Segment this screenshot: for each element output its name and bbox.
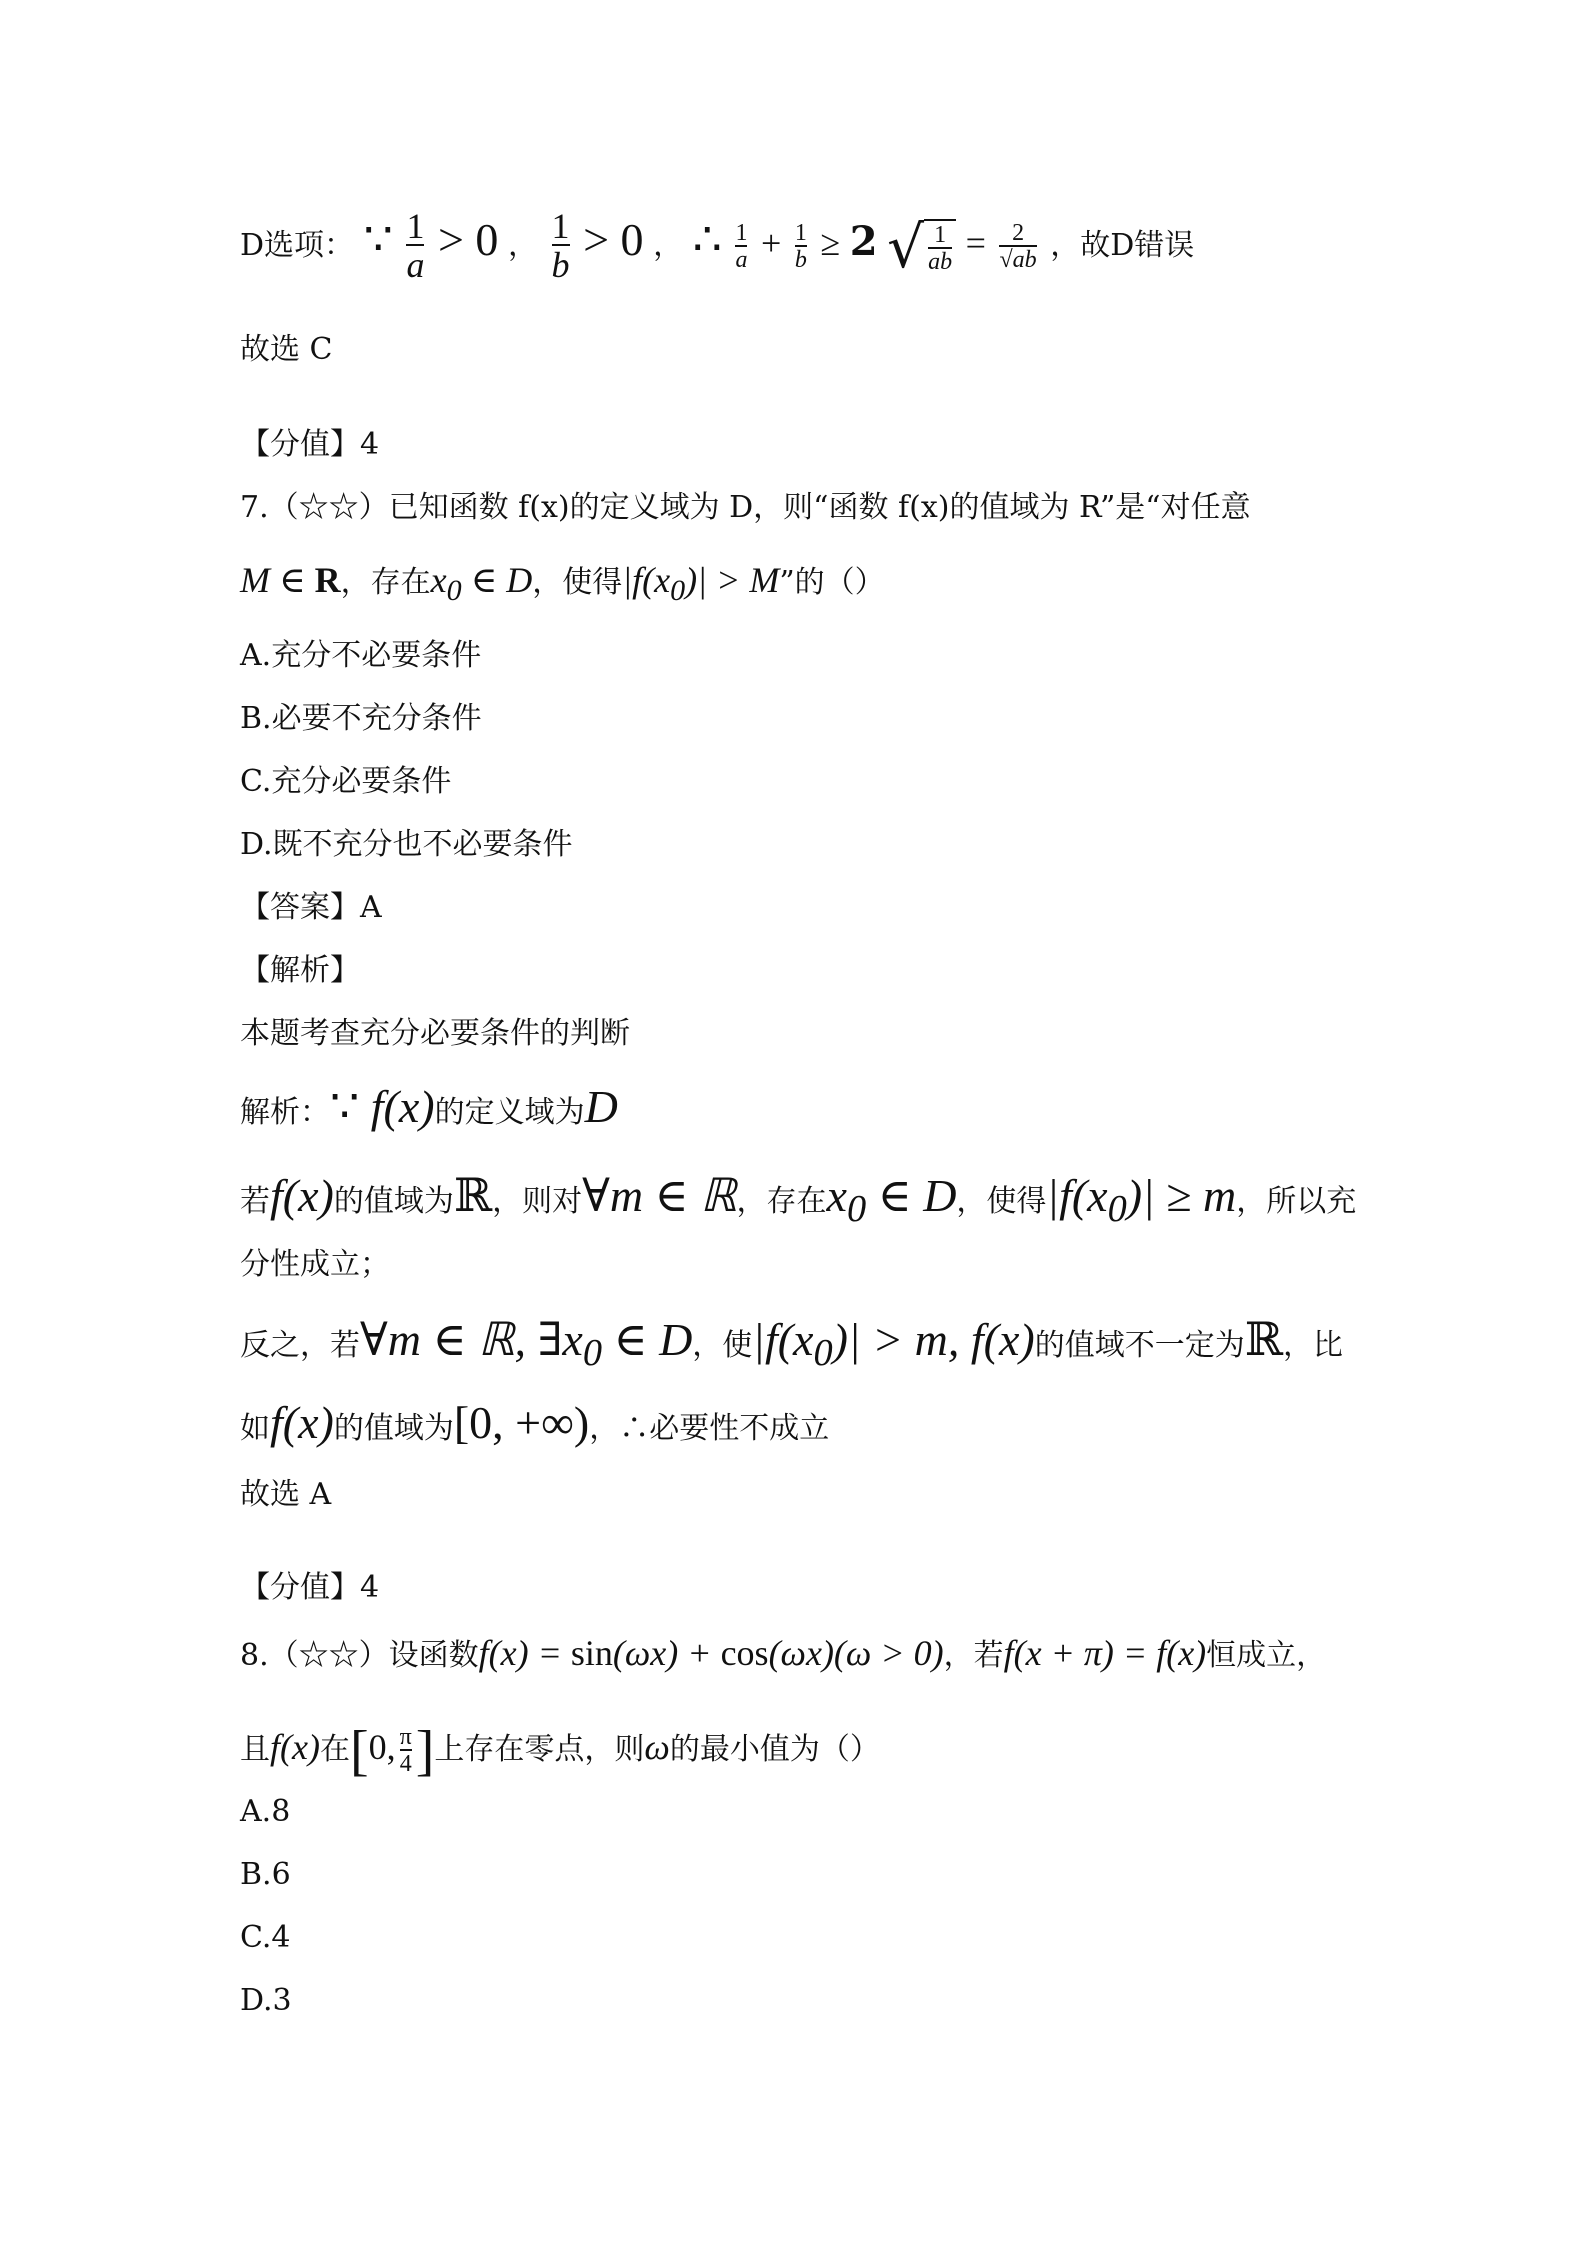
q7-answer: 【答案】A	[240, 890, 382, 925]
math-abs-fx0-gt-M: $|f(x_0)| > M$	[622, 560, 780, 608]
math-forall-m-in-R: ∀m ∈ ℝ	[582, 1170, 737, 1221]
math-periodic-condition: f(x + π) = f(x)	[1003, 1633, 1207, 1673]
comma-1: ，	[507, 227, 538, 263]
sqrt-one-over-ab: √ $\frac{1}{ab}$	[887, 219, 956, 275]
math-x0-in-D-2: $x_0$ ∈ D	[826, 1170, 957, 1231]
geq-sign: ≥	[820, 222, 841, 263]
therefore-symbol: ∴	[692, 213, 722, 265]
fraction-one-over-a: $\frac{1}{a}$	[406, 206, 425, 285]
choose-a: 故选 A	[240, 1477, 332, 1512]
example-line: 如f(x)的值域为[0, +∞)，∴必要性不成立	[240, 1397, 830, 1448]
fraction-one-over-b: $\frac{1}{b}$	[551, 206, 570, 285]
choose-c: 故选 C	[240, 332, 333, 367]
plus-sign: +	[761, 222, 782, 263]
q7-option-b: B.必要不充分条件	[240, 701, 482, 736]
q7-line-sufficiency-cont: 分性成立；	[240, 1247, 390, 1282]
fraction-two-over-sqrt-ab: $\frac{2}{√ab}$	[999, 219, 1037, 273]
because-symbol: ∵	[363, 213, 393, 265]
math-pi-over-4: $\frac{\pi}{4}$	[399, 1724, 412, 1777]
math-gt-zero: > 0	[437, 213, 499, 265]
q7-line2: M ∈ R，存在$x_0$ ∈ D，使得$|f(x_0)| > M$”的（）	[240, 560, 885, 608]
d-option-prefix: D选项：	[240, 227, 355, 263]
math-abs-fx0-gt-m: $|f(x_0)| > m$, f(x)	[752, 1314, 1035, 1375]
q8-option-b: B.6	[240, 1857, 291, 1892]
math-interval-zero: 0,	[368, 1727, 396, 1768]
fraction-1-over-b-small: $\frac{1}{b}$	[794, 219, 807, 273]
because-symbol-2: ∵	[330, 1081, 360, 1132]
score-1: 【分值】4	[240, 427, 380, 462]
math-interval-bracket-left: [	[349, 1720, 369, 1783]
q8-option-a: A.8	[240, 1794, 291, 1829]
q7-option-a: A.充分不必要条件	[240, 638, 482, 673]
math-fx-definition: f(x) = sin(ωx) + cos(ωx)(ω > 0)	[478, 1633, 944, 1673]
q7-option-d: D.既不充分也不必要条件	[240, 827, 573, 862]
math-omega: ω	[644, 1727, 670, 1768]
analysis-line: 解析：∵ f(x)的定义域为D	[240, 1081, 618, 1132]
comma-2: ，	[653, 227, 684, 263]
math-interval-0-inf: [0, +∞)	[453, 1397, 590, 1448]
q8-line2: 且f(x)在[0, $\frac{\pi}{4}$ ]上存在零点，则ω的最小值为（）	[240, 1720, 880, 1783]
math-fx-3: f(x)	[270, 1397, 334, 1448]
score-2: 【分值】4	[240, 1570, 380, 1605]
d-option-suffix: ，故D错误	[1050, 227, 1195, 263]
q7-option-c: C.充分必要条件	[240, 764, 452, 799]
d-option-line	[240, 208, 1194, 286]
math-R-blackboard: ℝ	[453, 1170, 493, 1221]
math-R-blackboard-2: ℝ	[1244, 1314, 1283, 1365]
fraction-1-over-a-small: $\frac{1}{a}$	[735, 219, 748, 273]
q8-option-d: D.3	[240, 1983, 292, 2018]
math-forall-m-in-R-2: ∀m ∈ ℝ, $\exists x_0$ ∈ D	[360, 1314, 693, 1375]
equals-sign: =	[965, 222, 986, 263]
sufficiency-line: 若f(x)的值域为ℝ，则对∀m ∈ ℝ，存在$x_0$ ∈ D，使得$|f(x_0)| \ge m$，所以充	[240, 1170, 1357, 1231]
math-M-in-R: M ∈ R	[240, 560, 341, 600]
math-interval-bracket-right: ]	[415, 1720, 435, 1783]
q7-analysis-topic: 本题考查充分必要条件的判断	[240, 1016, 630, 1051]
math-fx: f(x)	[359, 1081, 435, 1132]
math-abs-fx0-geq-m: $|f(x_0)| \ge m$	[1046, 1170, 1237, 1231]
coefficient-two: 2	[849, 217, 878, 265]
q7-line1: 7.（☆☆）已知函数 f(x)的定义域为 D，则“函数 f(x)的值域为 R”是“对任意	[240, 490, 1251, 525]
math-x0-in-D: $x_0$ ∈ D	[430, 560, 533, 608]
math-gt-zero-2: > 0	[583, 213, 644, 265]
q8-line1: 8.（☆☆）设函数f(x) = sin(ωx) + cos(ωx)(ω > 0)，若f(x + π) = f(x)恒成立，	[240, 1633, 1327, 1673]
q8-option-c: C.4	[240, 1920, 291, 1955]
converse-line: 反之，若∀m ∈ ℝ, $\exists x_0$ ∈ D，使$|f(x_0)| > m$, f(x)的值域不一定为ℝ，比	[240, 1314, 1343, 1375]
math-fx-2: f(x)	[270, 1170, 334, 1221]
math-fx-4: f(x)	[270, 1727, 320, 1768]
math-D: D	[584, 1081, 618, 1132]
q7-analysis-header: 【解析】	[240, 953, 360, 988]
